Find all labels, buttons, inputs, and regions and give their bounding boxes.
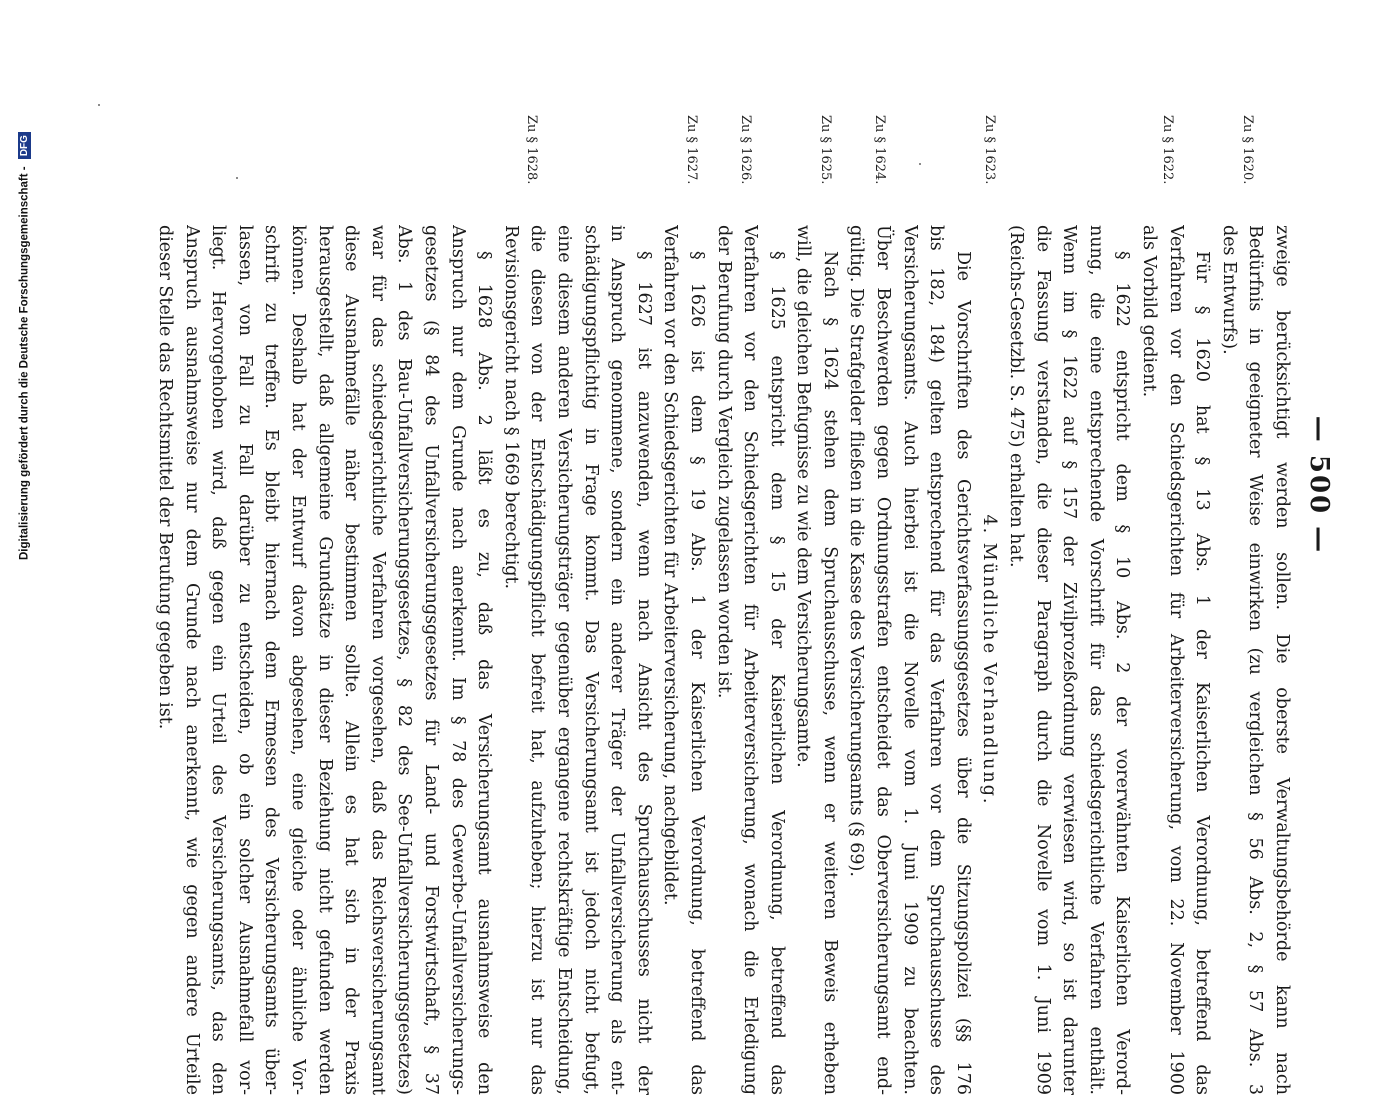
text-line: in Anspruch genommene, sondern ein anderer Träger der Unfallversicherung als ent- — [607, 225, 628, 1095]
scanned-page — [135, 55, 1340, 1095]
text-line: Abs. 1 des Bau-Unfallversicherungsgesetzes, § 82 des See-Unfallversicherungsgesetzes) — [394, 225, 415, 1095]
text-line: Die Vorschriften des Gerichtsverfassungsgesetzes über die Sitzungspolizei (§§ 176 — [952, 251, 973, 1095]
text-line: (Reichs-Gesetzbl. S. 475) erhalten hat. — [1006, 225, 1027, 568]
margin-label: Zu § 1626. — [738, 115, 753, 185]
text-line: Über Beschwerden gegen Ordnungsstrafen entscheidet das Oberversicherungsamt end- — [873, 225, 894, 1095]
scan-speck — [98, 104, 100, 106]
text-line: die diesen von der Entschädigungspflicht befreit hat, aufzuheben; hierzu ist nur das — [527, 225, 548, 1095]
text-line: die Fassung verstanden, die dieser Paragraph durch die Novelle vom 1. Juni 1909 — [1032, 225, 1053, 1095]
text-line: Nach § 1624 stehen dem Spruchausschusse, wenn er weiteren Beweis erheben — [819, 251, 840, 1095]
text-line: Anspruch nur dem Grunde nach anerkennt. Im § 78 des Gewerbe-Unfallversicherungs- — [447, 225, 468, 1095]
text-line: liegt. Hervorgehoben wird, daß gegen ein Urteil des Versicherungsamts, das den — [208, 225, 229, 1095]
margin-label: Zu § 1625. — [818, 115, 833, 185]
text-line: der Berufung durch Vergleich zugelassen worden ist. — [713, 225, 734, 699]
margin-label: Zu § 1624. — [872, 115, 887, 185]
text-line: will, die gleichen Befugnisse zu wie dem Versicherungsamte. — [793, 225, 814, 768]
text-line: § 1628 Abs. 2 läßt es zu, daß das Versicherungsamt ausnahmsweise den — [474, 251, 495, 1095]
margin-label: Zu § 1623. — [982, 115, 997, 185]
text-line: herausgestellt, daß allgemeine Grundsätze in dieser Beziehung nicht gefunden werden — [314, 225, 335, 1095]
text-line: § 1627 ist anzuwenden, wenn nach Ansicht des Spruchausschusses nicht der — [633, 251, 654, 1095]
text-line: können. Deshalb hat der Entwurf davon abgesehen, eine gleiche oder ähnliche Vor- — [288, 225, 309, 1095]
text-line: gesetzes (§ 84 des Unfallversicherungsgesetzes für Land- und Forstwirtschaft, § 37 — [421, 225, 441, 1095]
text-line: Wenn im § 1622 auf § 157 der Zivilprozeßordnung verwiesen wird, so ist darunter — [1059, 225, 1080, 1095]
credit-text: Digitalisierung gefördert durch die Deutsche Forschungsgemeinschaft - — [18, 166, 31, 560]
scan-speck — [919, 163, 921, 165]
margin-label: Zu § 1628. — [524, 115, 539, 185]
text-line: § 1626 ist dem § 19 Abs. 1 der Kaiserlichen Verordnung, betreffend das — [686, 251, 707, 1095]
dfg-logo: DFG — [18, 132, 31, 159]
body-text — [151, 225, 1295, 1095]
text-line: gültig. Die Strafgelder fließen in die Kasse des Versicherungsamts (§ 69). — [846, 225, 867, 877]
text-line: § 1625 entspricht dem § 15 der Kaiserlichen Verordnung, betreffend das — [766, 251, 787, 1095]
text-line: Versicherungsamts. Auch hierbei ist die Novelle vom 1. Juni 1909 zu beachten. — [899, 225, 920, 1095]
text-line: Bedürfnis in geeigneter Weise einwirken (zu vergleichen § 56 Abs. 2, § 57 Abs. 3 — [1245, 225, 1266, 1095]
page-number: — 500 — — [1304, 415, 1334, 555]
text-line: schrift zu treffen. Es bleibt hiernach dem Ermessen des Versicherungsamts über- — [261, 225, 282, 1095]
text-line: Revisionsgericht nach § 1669 berechtigt. — [500, 225, 521, 590]
text-line: Für § 1620 hat § 13 Abs. 1 der Kaiserlichen Verordnung, betreffend das — [1192, 251, 1213, 1095]
text-line: dieser Stelle das Rechtsmittel der Berufung gegeben ist. — [155, 225, 176, 730]
digitization-credit — [18, 132, 31, 560]
text-line: Verfahren vor den Schiedsgerichten für Arbeiterversicherung, vom 22. November 1900 — [1165, 225, 1186, 1095]
text-line: Verfahren vor den Schiedsgerichten für Arbeiterversicherung, nachgebildet. — [660, 225, 681, 906]
text-line: § 1622 entspricht dem § 10 Abs. 2 der vorerwähnten Kaiserlichen Verord- — [1112, 251, 1133, 1095]
text-line: zweige berücksichtigt werden sollen. Die oberste Verwaltungsbehörde kann nach — [1272, 225, 1292, 1095]
text-line: diese Ausnahmefälle näher bestimmen sollte. Allein es hat sich in der Praxis — [341, 225, 362, 1095]
text-line: lassen, von Fall zu Fall darüber zu entscheiden, ob ein solcher Ausnahmefall vor- — [234, 225, 255, 1095]
text-line: des Entwurfs). — [1218, 225, 1239, 355]
text-line: war für das schiedsgerichtliche Verfahren vorgesehen, daß das Reichsversicherungsamt — [367, 225, 388, 1095]
text-line: als Vorbild gedient. — [1139, 225, 1160, 398]
section-heading: 4. Mündliche Verhandlung. — [979, 514, 1000, 806]
scan-speck — [236, 177, 238, 179]
text-line: nung, die eine entsprechende Vorschrift für das schiedsgerichtliche Verfahren enthält. — [1085, 225, 1106, 1095]
margin-label: Zu § 1627. — [684, 115, 699, 185]
text-line: Anspruch ausnahmsweise nur dem Grunde nach anerkennt, wie gegen andere Urteile — [181, 225, 202, 1095]
margin-label: Zu § 1622. — [1160, 115, 1175, 185]
text-line: bis 182, 184) gelten entsprechend für das Verfahren vor dem Spruchausschusse des — [926, 225, 947, 1095]
margin-label: Zu § 1620. — [1240, 115, 1255, 185]
text-line: schädigungspflichtig in Frage kommt. Das Versicherungsamt ist jedoch nicht befugt, — [580, 225, 601, 1095]
text-line: Verfahren vor den Schiedsgerichten für Arbeiterversicherung, wonach die Erledigung — [740, 225, 761, 1095]
text-line: eine diesem anderen Versicherungsträger gegenüber ergangene rechtskräftige Entscheidung, — [553, 225, 574, 1095]
